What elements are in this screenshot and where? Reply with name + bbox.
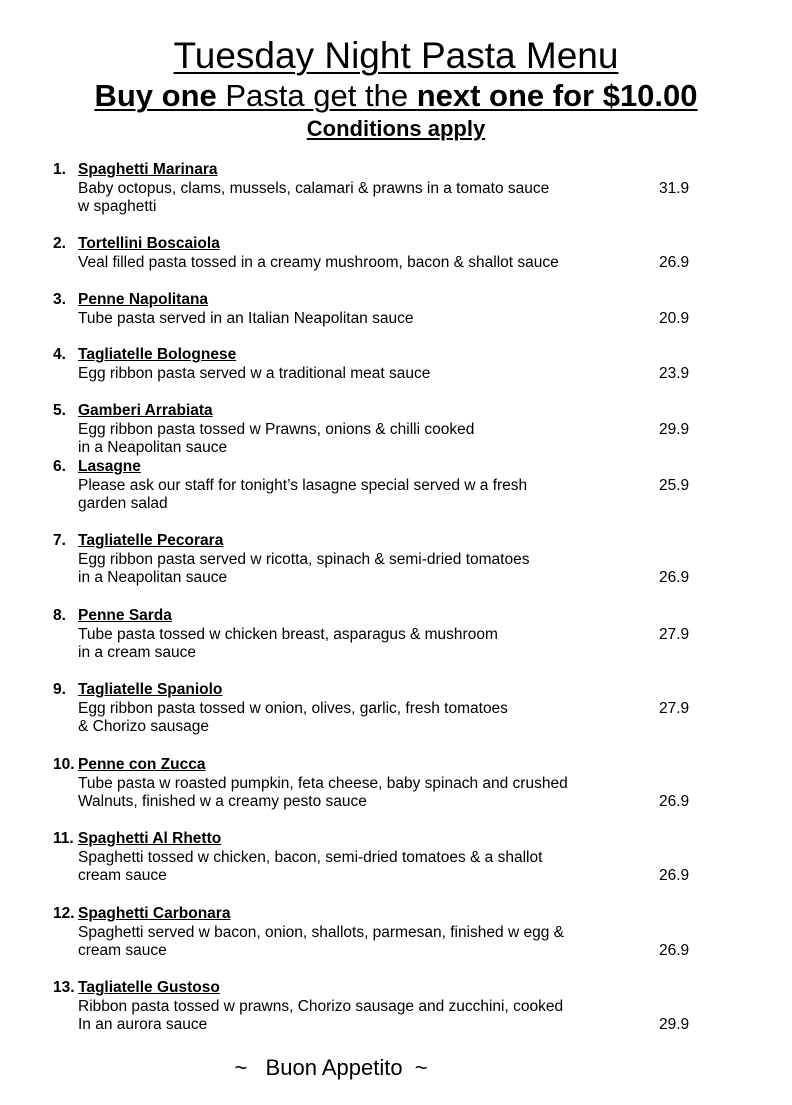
promo-bold-buy-one: Buy one [94,78,217,113]
conditions-note: Conditions apply [306,116,486,141]
item-name: Gamberi Arrabiata [78,402,213,419]
item-description: Baby octopus, clams, mussels, calamari & prawns in a tomato sauce w spaghetti [78,179,550,216]
item-price: 26.9 [659,569,690,587]
promo-bold-next-one: next one for $10.00 [416,78,698,113]
item-number: 5. [53,402,66,419]
item-description: Tube pasta served in an Italian Neapolitan sauce [78,309,414,327]
item-number: 4. [53,346,66,363]
item-description: Egg ribbon pasta served w ricotta, spinach & semi-dried tomatoes in a Neapolitan sauce [78,550,530,587]
item-price: 29.9 [659,1016,690,1034]
item-price: 26.9 [659,793,690,811]
item-price: 31.9 [659,179,690,197]
item-name: Penne Napolitana [78,291,209,308]
item-name: Penne con Zucca [78,756,206,773]
item-number: 6. [53,458,66,475]
item-description: Tube pasta w roasted pumpkin, feta cheese, baby spinach and crushed Walnuts, finished w a creamy pesto sauce [78,774,568,811]
item-name: Spaghetti Carbonara [78,905,231,922]
item-price: 25.9 [659,476,690,494]
item-number: 1. [53,161,66,178]
item-name: Tagliatelle Spaniolo [78,681,223,698]
item-name: Lasagne [78,458,141,475]
footer-sign-off: ~ Buon Appetito ~ [234,1055,428,1080]
item-name: Tagliatelle Bolognese [78,346,237,363]
item-number: 3. [53,291,66,308]
item-price: 29.9 [659,420,690,438]
item-number: 11. [53,830,74,847]
item-number: 9. [53,681,66,698]
item-price: 20.9 [659,309,690,327]
item-price: 26.9 [659,253,690,271]
item-price: 26.9 [659,942,690,960]
item-description: Egg ribbon pasta tossed w Prawns, onions & chilli cooked in a Neapolitan sauce [78,420,475,457]
item-price: 23.9 [659,364,690,382]
item-name: Penne Sarda [78,607,172,624]
item-number: 7. [53,532,66,549]
item-number: 10. [53,756,75,773]
item-description: Spaghetti served w bacon, onion, shallots, parmesan, finished w egg & cream sauce [78,923,564,960]
item-description: Tube pasta tossed w chicken breast, asparagus & mushroom in a cream sauce [78,625,498,662]
item-name: Tagliatelle Pecorara [78,532,224,549]
item-description: Egg ribbon pasta served w a traditional meat sauce [78,364,431,382]
item-description: Ribbon pasta tossed w prawns, Chorizo sausage and zucchini, cooked In an aurora sauce [78,997,564,1034]
promo-text: Pasta get the [216,78,417,113]
item-name: Spaghetti Marinara [78,161,218,178]
item-description: Spaghetti tossed w chicken, bacon, semi-dried tomatoes & a shallot cream sauce [78,848,543,885]
item-name: Tortellini Boscaiola [78,235,220,252]
menu-title: Tuesday Night Pasta Menu [173,35,619,76]
item-number: 13. [53,979,75,996]
promo-subtitle [0,77,792,115]
item-description: Please ask our staff for tonight’s lasagne special served w a fresh garden salad [78,476,528,513]
item-description: Egg ribbon pasta tossed w onion, olives, garlic, fresh tomatoes & Chorizo sausage [78,699,508,736]
item-number: 2. [53,235,66,252]
item-number: 12. [53,905,75,922]
item-price: 27.9 [659,699,690,717]
item-price: 26.9 [659,867,690,885]
item-price: 27.9 [659,625,690,643]
item-description: Veal filled pasta tossed in a creamy mushroom, bacon & shallot sauce [78,253,559,271]
item-name: Spaghetti Al Rhetto [78,830,222,847]
item-name: Tagliatelle Gustoso [78,979,220,996]
item-number: 8. [53,607,66,624]
